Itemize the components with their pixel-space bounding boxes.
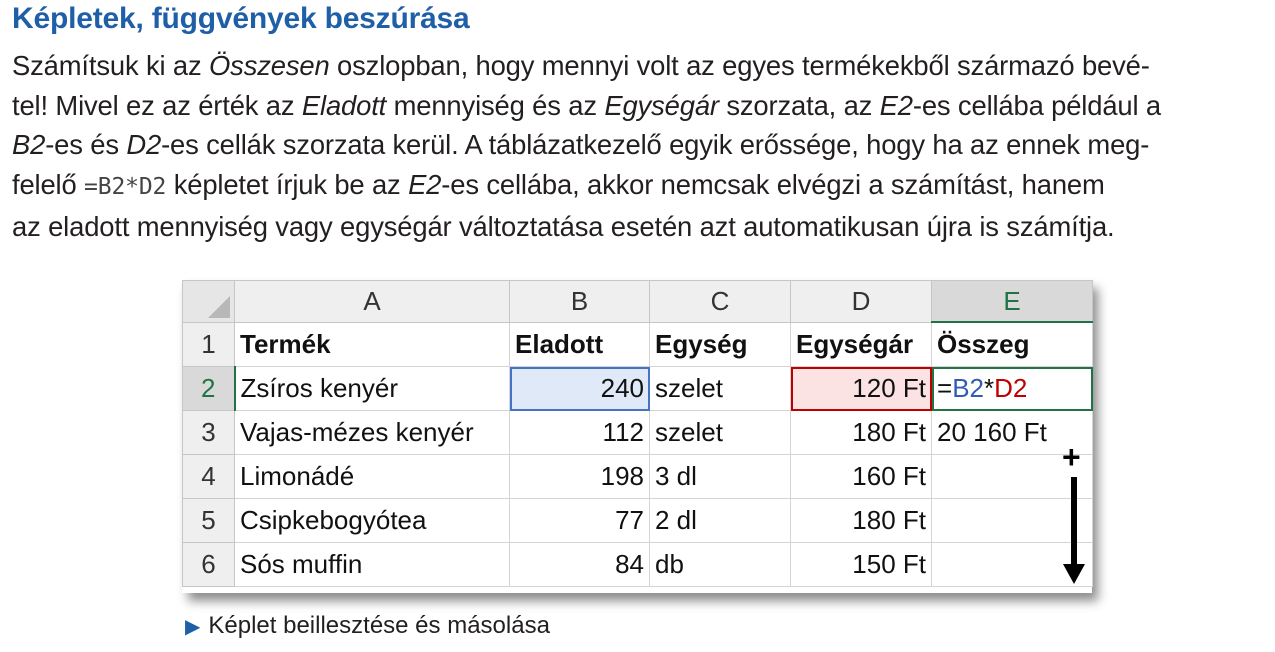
cell-c3[interactable]: szelet xyxy=(650,411,791,455)
cell-d3[interactable]: 180 Ft xyxy=(791,411,932,455)
table-row xyxy=(183,499,1093,543)
select-all-triangle-icon xyxy=(208,296,230,318)
cell-a1[interactable]: Termék xyxy=(235,322,510,367)
cell-a5[interactable]: Csipkebogyótea xyxy=(235,499,510,543)
cell-d5[interactable]: 180 Ft xyxy=(791,499,932,543)
text-run: felelő xyxy=(12,168,85,200)
cell-b6[interactable]: 84 xyxy=(510,543,650,587)
cell-e1[interactable]: Összeg xyxy=(932,322,1093,367)
para-line-3 xyxy=(12,125,1267,165)
cell-a6[interactable]: Sós muffin xyxy=(235,543,510,587)
text-run: szorzata, az xyxy=(718,89,880,121)
select-all-corner[interactable] xyxy=(183,281,235,323)
cell-e2-formula[interactable] xyxy=(932,367,1093,411)
para-line-2 xyxy=(12,86,1267,126)
cell-c4[interactable]: 3 dl xyxy=(650,455,791,499)
text-run-italic: E2 xyxy=(408,168,442,200)
formula-equals: = xyxy=(937,373,953,403)
text-run: -es és xyxy=(45,129,127,160)
text-run: -es cellák szorzata kerül. A táblázatkezelő egyik erőssége, hogy ha az ennek meg- xyxy=(161,129,1150,160)
table-row xyxy=(183,455,1093,499)
cell-d4[interactable]: 160 Ft xyxy=(791,455,932,499)
cell-c2[interactable]: szelet xyxy=(650,367,791,411)
cell-b3[interactable]: 112 xyxy=(510,411,650,455)
text-run-italic: E2 xyxy=(879,89,913,121)
spreadsheet-grid xyxy=(182,280,1093,587)
figure-caption xyxy=(185,612,550,640)
text-run-italic: Eladott xyxy=(301,89,387,121)
cell-e5[interactable] xyxy=(932,499,1093,543)
text-run: oszlopban, hogy mennyi volt az egyes termékekből származó bevé- xyxy=(329,50,1150,81)
cell-c5[interactable]: 2 dl xyxy=(650,499,791,543)
cell-d1[interactable]: Egységár xyxy=(791,322,932,367)
row-header[interactable]: 2 xyxy=(183,367,235,411)
drag-down-arrow-icon xyxy=(1071,477,1077,567)
column-header-e[interactable]: E xyxy=(932,281,1093,323)
text-run-italic: Egységár xyxy=(604,89,719,121)
column-header-c[interactable]: C xyxy=(650,281,791,323)
spreadsheet-screenshot xyxy=(182,280,1092,593)
body-paragraph xyxy=(12,46,1267,247)
column-header-a[interactable]: A xyxy=(235,281,510,323)
text-run-italic: D2 xyxy=(126,129,162,160)
formula-operator: * xyxy=(984,373,995,403)
text-run-italic: B2 xyxy=(12,129,46,160)
para-line-1 xyxy=(12,46,1267,86)
cell-d2-referenced[interactable]: 120 Ft xyxy=(791,367,932,411)
cell-c1[interactable]: Egység xyxy=(650,322,791,367)
text-run: -es cellába például a xyxy=(912,89,1161,121)
table-row xyxy=(183,543,1093,587)
row-header[interactable]: 5 xyxy=(183,499,235,543)
table-row xyxy=(183,411,1093,455)
cell-b4[interactable]: 198 xyxy=(510,455,650,499)
cell-a3[interactable]: Vajas-mézes kenyér xyxy=(235,411,510,455)
column-header-row xyxy=(183,281,1093,323)
column-header-d[interactable]: D xyxy=(791,281,932,323)
row-header[interactable]: 4 xyxy=(183,455,235,499)
text-run: -es cellába, akkor nemcsak elvégzi a számítást, hanem xyxy=(441,168,1105,200)
caption-triangle-icon: ▶ xyxy=(185,616,201,638)
cell-a2[interactable]: Zsíros kenyér xyxy=(235,367,510,411)
text-run-italic: Összesen xyxy=(209,50,330,81)
formula-ref-b2: B2 xyxy=(952,373,984,403)
cell-a4[interactable]: Limonádé xyxy=(235,455,510,499)
caption-text: Képlet beillesztése és másolása xyxy=(208,612,550,639)
cell-d6[interactable]: 150 Ft xyxy=(791,543,932,587)
cell-c6[interactable]: db xyxy=(650,543,791,587)
row-header[interactable]: 3 xyxy=(183,411,235,455)
table-row xyxy=(183,367,1093,411)
cell-e3[interactable]: 20 160 Ft xyxy=(932,411,1093,455)
para-line-4 xyxy=(12,165,1267,208)
column-header-b[interactable]: B xyxy=(510,281,650,323)
row-header[interactable]: 1 xyxy=(183,322,235,367)
text-run: tel! Mivel ez az érték az xyxy=(12,89,302,121)
text-run: Számítsuk ki az xyxy=(12,50,209,81)
cell-b1[interactable]: Eladott xyxy=(510,322,650,367)
table-row xyxy=(183,322,1093,367)
para-line-5: az eladott mennyiség vagy egységár változtatása esetén azt automatikusan újra is számítja. xyxy=(12,211,1115,242)
cell-b2-referenced[interactable]: 240 xyxy=(510,367,650,411)
text-run: képletet írjuk be az xyxy=(166,168,409,200)
formula-code: =B2*D2 xyxy=(84,173,167,200)
section-heading: Képletek, függvények beszúrása xyxy=(12,2,470,35)
fill-handle-cursor-icon[interactable]: + xyxy=(1062,439,1081,475)
arrow-head-icon xyxy=(1063,564,1085,584)
cell-b5[interactable]: 77 xyxy=(510,499,650,543)
formula-ref-d2: D2 xyxy=(994,373,1028,403)
row-header[interactable]: 6 xyxy=(183,543,235,587)
text-run: mennyiség és az xyxy=(386,89,605,121)
